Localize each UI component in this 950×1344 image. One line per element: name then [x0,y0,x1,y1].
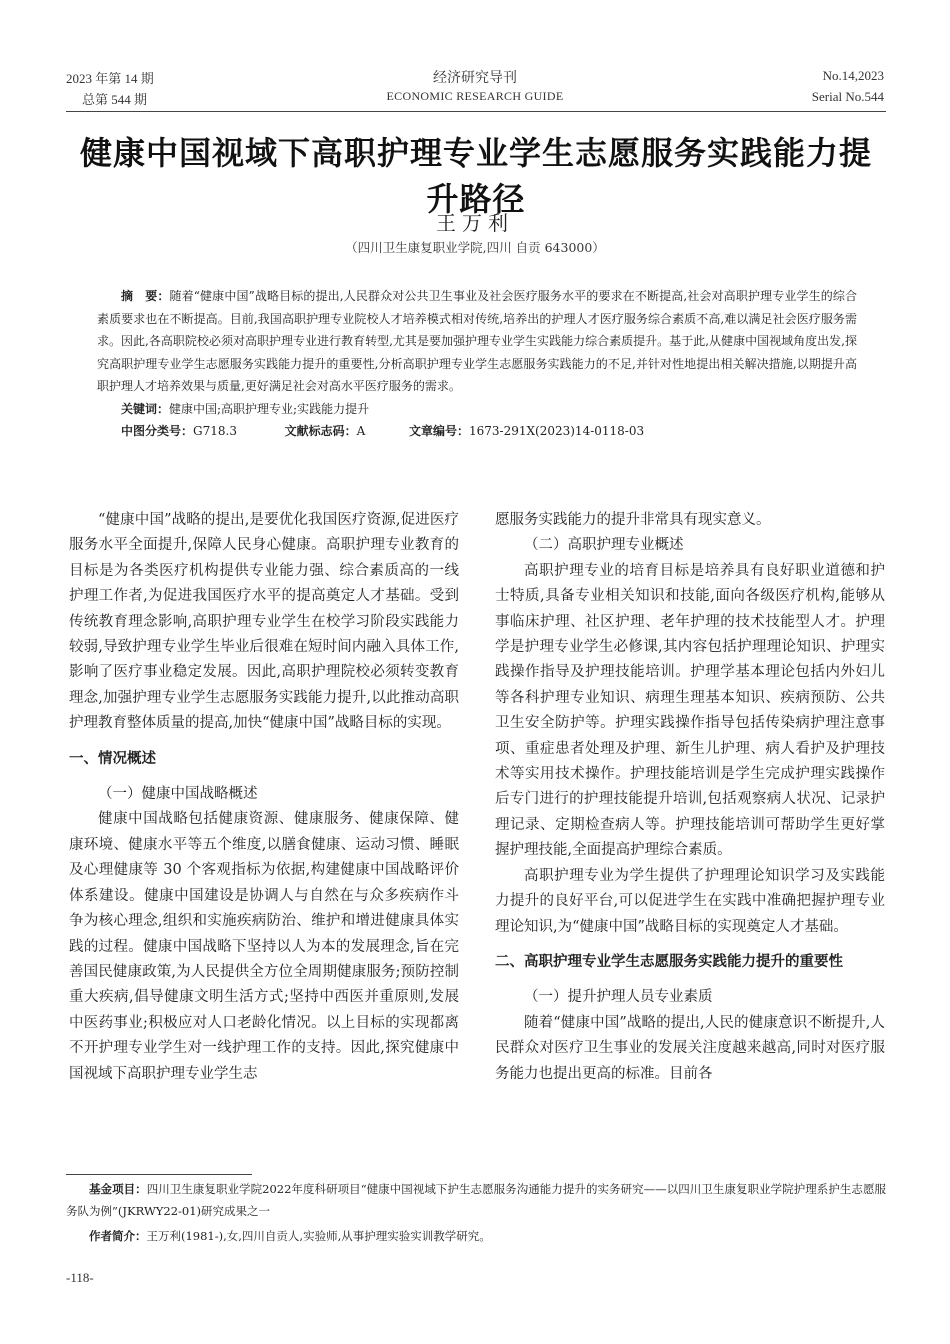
issue-year: 2023 年第 14 期 [66,71,154,86]
article-no-value: 1673-291X(2023)14-0118-03 [468,424,645,438]
keywords-line [97,398,857,421]
page-number: -118- [66,1270,94,1285]
author-name: 王万利 [436,211,514,235]
issue-no: No.14,2023 [822,68,884,83]
intro-paragraph: “健康中国”战略的提出,是要优化我国医疗资源,促进医疗服务水平全面提升,保障人民身心健康。高职护理专业教育的目标是为各类医疗机构提供专业能力强、综合素质高的一线护理工作者,为促进我国医疗水平的提高奠定人才基础。受到传统教育理念影响,高职护理专业学生在校学习阶段实践能力较弱,导致护理专业学生毕业后很难在短时间内融入具体工作,影响了医疗事业稳定发展。因此,高职护理院校必须转变教育理念,加强护理专业学生志愿服务实践能力提升,以此推动高职护理教育整体质量的提高,加快“健康中国”战略目标的实现。 [69,512,459,732]
paragraph-nursing-platform: 高职护理专业为学生提供了护理理论知识学习及实践能力提升的良好平台,可以促进学生在实践中准确把握护理专业理论知识,为“健康中国”战略目标的实现奠定人才基础。 [495,867,885,935]
doc-code-value: A [356,424,366,438]
keywords-label: 关键词： [121,401,170,416]
author-affiliation: （四川卫生康复职业学院,四川 自贡 643000） [345,240,605,255]
abstract-block [97,285,857,443]
paragraph-professional-quality: 随着“健康中国”战略的提出,人民的健康意识不断提升,人民群众对医疗卫生事业的发展关注度越来越高,同时对医疗服务能力也提出更高的标准。目前各 [495,1014,885,1082]
serial-no: Serial No.544 [811,89,884,104]
paragraph-healthy-china-strategy: 健康中国战略包括健康资源、健康服务、健康保障、健康环境、健康水平等五个维度,以膳食健康、运动习惯、睡眠及心理健康等 30 个客观指标为依据,构建健康中国战略评价体系建设。健康中国建设是协调人与自然在与众多疾病作斗争为核心理念,组织和实施疾病防治、维护和增进健康具体实践的过程。健康中国战略下坚持以人为本的发展理念,旨在完善国民健康政策,为人民提供全方位全周期健康服务;预防控制重大疾病,倡导健康文明生活方式;坚持中西医并重原则,发展中医药事业;积极应对人口老龄化情况。以上目标的实现都离不开护理专业学生对一线护理工作的支持。因此,探究健康中国视域下高职护理专业学生志 [69,811,459,1082]
article-no-label: 文章编号： [408,424,469,438]
body-left-column [69,508,459,1087]
author-bio-footnote [66,1225,886,1247]
journal-name-cn: 经济研究导刊 [433,70,517,86]
clc-label: 中图分类号： [121,424,194,438]
subsection-heading-1-2: （二）高职护理专业概述 [524,537,684,554]
issue-total: 总第 544 期 [82,92,148,107]
bio-text: 王万利(1981-),女,四川自贡人,实验师,从事护理实验实训教学研究。 [146,1229,491,1243]
keywords-text: 健康中国;高职护理专业;实践能力提升 [169,401,370,416]
subsection-heading-2-1: （一）提升护理人员专业素质 [524,989,713,1006]
abstract-label: 摘 要： [121,289,170,303]
header-divider [66,111,886,112]
section-heading-2: 二、高职护理专业学生志愿服务实践能力提升的重要性 [495,953,843,970]
paper-title: 健康中国视域下高职护理专业学生志愿服务实践能力提升路径 [79,134,872,218]
section-heading-1: 一、情况概述 [69,750,156,767]
clc-value: G718.3 [193,424,237,438]
journal-name-en: ECONOMIC RESEARCH GUIDE [386,89,564,103]
abstract-paragraph [97,285,857,398]
subsection-heading-1-1: （一）健康中国战略概述 [98,786,258,803]
fund-footnote [66,1178,886,1222]
abstract-text: 随着“健康中国”战略目标的提出,人民群众对公共卫生事业及社会医疗服务水平的要求在不断提高,社会对高职护理专业学生的综合素质要求也在不断提高。目前,我国高职护理专业院校人才培养模式相对传统,培养出的护理人才医疗服务综合素质不高,难以满足社会医疗服务需求。因此,各高职院校必须对高职护理专业进行教育转型,尤其是要加强护理专业学生实践能力综合素质提升。基于此,从健康中国视域角度出发,探究高职护理专业学生志愿服务实践能力提升的重要性,分析高职护理专业学生志愿服务实践能力的不足,并针对性地提出相关解决措施,以期提升高职护理人才培养效果与质量,更好满足社会对高水平医疗服务的需求。 [97,289,857,393]
doc-code-label: 文献标志码： [284,424,357,438]
body-right-column [495,508,885,1087]
fund-label: 基金项目： [89,1182,147,1196]
fund-text: 四川卫生康复职业学院2022年度科研项目“健康中国视域下护生志愿服务沟通能力提升的实务研究——以四川卫生康复职业学院护理系护生志愿服务队为例”(JKRWY22-01)研究成果之一 [66,1182,887,1218]
paragraph-continued: 愿服务实践能力的提升非常具有现实意义。 [495,512,771,528]
paragraph-nursing-major: 高职护理专业的培育目标是培养具有良好职业道德和护士特质,具备专业相关知识和技能,面向各级医疗机构,能够从事临床护理、社区护理、老年护理的技术技能型人才。护理学是护理专业学生必修课,其内容包括护理理论知识、护理实践操作指导及护理技能培训。护理学基本理论包括内外妇儿等各科护理专业知识、病理生理基本知识、疾病预防、公共卫生安全防护等。护理实践操作指导包括传染病护理注意事项、重症患者处理及护理、新生儿护理、病人看护及护理技术等实用技术操作。护理技能培训是学生完成护理实践操作后专门进行的护理技能提升培训,包括观察病人状况、记录护理记录、定期检查病人等。护理技能培训可帮助学生更好掌握护理技能,全面提高护理综合素质。 [495,562,885,859]
classification-line [97,420,857,443]
bio-label: 作者简介： [89,1229,147,1243]
footnote-divider [66,1174,252,1175]
